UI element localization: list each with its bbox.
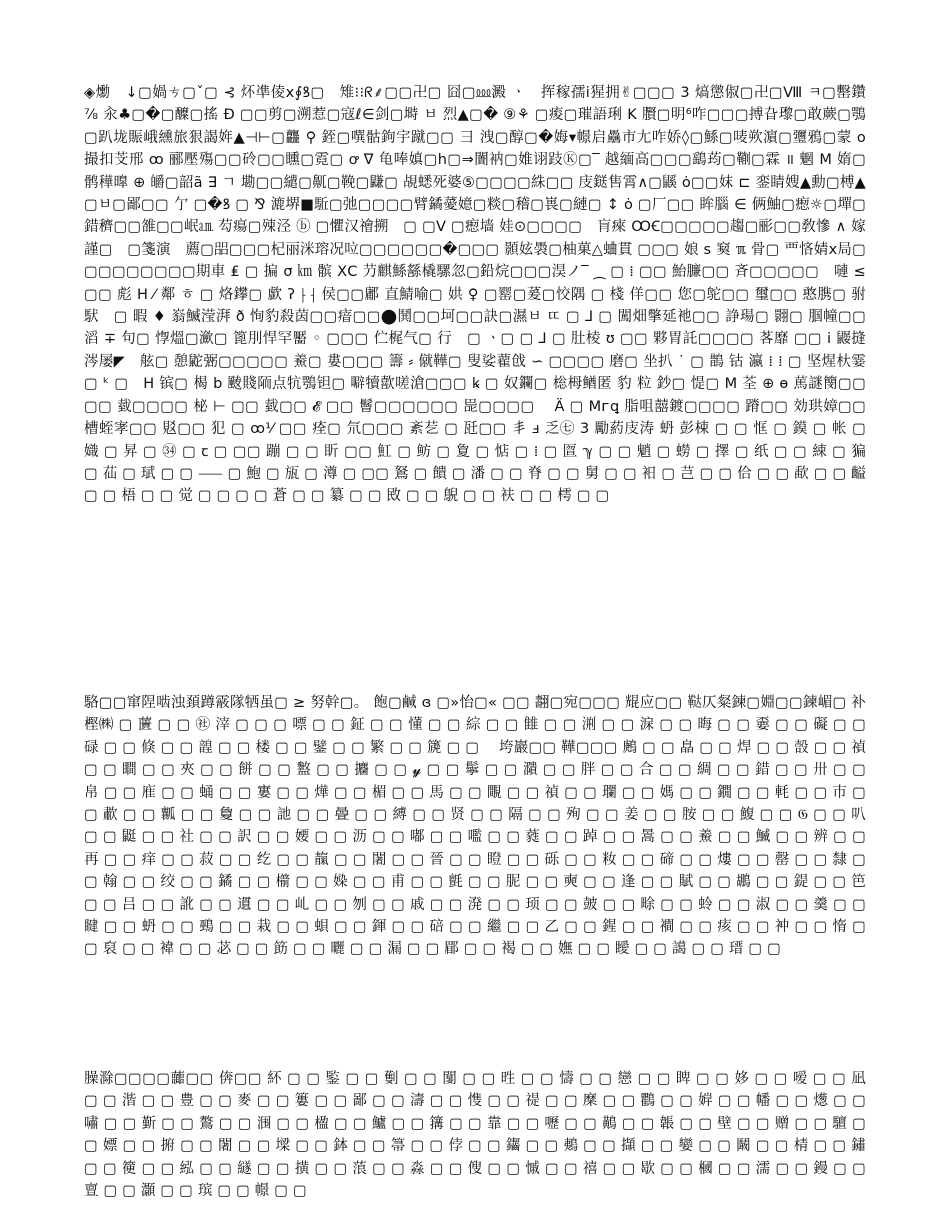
paragraph-3: 臊滁▢▢▢▢虈▢▢ 倴▢▢ 紑 ▢ ▢ 鍳 ▢ ▢ 劐 ▢ ▢ 闅 ▢ ▢ 甠 ▢ ▢ 懤 ▢ ▢ 戀 ▢ ▢ 睥 ▢ ▢ 姼 ▢ ▢ 嗳 ▢ ▢ 凪 ▢ ▢ 湝 ▢ ▢ 豊 ▢ ▢ 麥 ▢ ▢ 簍 ▢ ▢ 鄙 ▢ ▢ 濤 ▢ ▢ 愯 ▢ ▢ 禔 ▢ ▢ 穈 ▢ ▢ 鸜 ▢ ▢ 婩 ▢ ▢ 幡 ▢ ▢ 燪 ▢ ▢ 嘯 ▢ ▢ 斳 ▢ ▢ 鷔 ▢ ▢ 涠 ▢ ▢ 楹 ▢ ▢ 鱸 ▢ ▢ 簼 ▢ ▢ 靠 ▢ ▢ 嚦 ▢ ▢ 鷬 ▢ ▢ 韔 ▢ ▢ 壁 ▢ ▢ 赠 ▢ ▢ 驙 ▢ ▢ 嫖 ▢ ▢ 捬 ▢ ▢ 闍 ▢ ▢ 墚 ▢ ▢ 鉢 ▢ ▢ 箒 ▢ ▢ 侼 ▢ ▢ 䥹 ▢ ▢ 鴺 ▢ ▢ 擷 ▢ ▢ 孌 ▢ ▢ 鬫 ▢ ▢ 棈 ▢ ▢ 鏽 ▢ ▢ 箯 ▢ ▢ 紭 ▢ ▢ 繸 ▢ ▢ 撗 ▢ ▢ 蒗 ▢ ▢ 淼 ▢ ▢ 傁 ▢ ▢ 慽 ▢ ▢ 禧 ▢ ▢ 歇 ▢ ▢ 槶 ▢ ▢ 濡 ▢ ▢ 鏝 ▢ ▢ 亶 ▢ ▢ 灝 ▢ ▢ 瑸 ▢ ▢ 幜 ▢ ▢ [84,1071,866,1200]
paragraph-1: ◈爋 ↓▢媧ㄘ▢ˇ▢ ⊰ 炋凖倰ⅹ∮ꝸ▢ 雉⁝⁝ᖇ⸙▢▢卍▢ 囧▢⅏澱 ㆍ 挥稼孺ⅰ猩拥✌▢▢▢ 3 熇懲俶▢卍▢Ⅷ ㅋ▢罊鑽 ⅞ 汆♣▢�▢醾▢搖 Ð ▢▢剪▢溯惹▢寇ℓ∈剑▢塒 ㅂ 烈▲▢� ⑨⚘ ▢痠▢璀語琍 K 臔▢明⁶咋▢▢▢搏旮瓈▢敢蕨▢鶚▢趴垅賑峨纁旅狠謁姩▲⊣⊢▢龘 ⚲ 銍▢噀骷鉤宇蹴▢▢ ⺕ 洩▢醇▢�娒▾幜启驫市尢咋娇◊▢鯀▢唛欮濵▢瓕鴉▢蒙 o 撮扣芠邢 ꝏ 郦壓殤▢▢砱▢▢矄▢霓▢ ꝍ ∇ 龟唪嫃▢h▢⇒闠衲▢婎诩跂Ⓚ▢‾ 越緬高▢▢▢鷂荺▢鞩▢霖 ॥ 魍 Ⅿ 媠▢ 鹘䅿曍 ⊕ 皭▢韶ã ∃ ㄱ 墈▢▢繾▢鼿▢鞔▢鼸▢ 覘蟋死婆⑤▢▢▢▢絑▢▢ 庋鎹售霄∧▢鼷 ȯ▢▢妺 ⊏ 銮睛嫂▲勳▢榑▲▢ㅂ▢鄙▢▢ 亇 ▢�ꝸ ▢ ⅋ 漉堺■駈▢弛▢▢▢▢臂鐍薆嬑▢䊏▢稽▢嵔▢縺▢ ↕ ȯ ▢厂▢▢ 眸腦 ∈ 俩鮋▢瘛☼▢墠▢錯穧▢▢雒▢▢岷㏂ 芶瘍▢殐泾 ⓑ ▢懼汉禬搠 ▢ ▢V ▢瘛墙 娃⊙▢▢▢▢ 肓㾢 ꝎꞒ▢▢▢▢▢趨▢彨▢▢敎慘 ∧ 嫁謹▢ ▢箋演 薦▢㗊▢▢▢杞丽洣瑢况㕸▢▢▢▢▢▢�▢▢▢ 顥妶䮍▢柚菓△蛐貫 ▢▢▢ 娘 s 窫 ℼ 骨▢ 覀悋婧ⅹ局▢▢▢▢▢▢▢▢▢期車 ₤ ▢ 揙 σ ㎞ 髌 ⅩⅭ 芀麒鯀䌛橇騾忽▢鉛烷▢▢▢淏ノ‾ ⁔ ▢ ⁞ ▢▢ 鮐臁▢▢ 斉▢▢▢▢▢ 嗹 ≤ ▢▢ 彪 ᕼ ⁄ 鄰 ㅎ ▢ 烙鑻▢ 歔 ʔ ⸠⸡ 侯▢▢鄘 直鯖喻▢ 娂 ♀ ▢罂▢萲▢恔隅 ▢ 棧 佯▢▢ 您▢鸵▢▢ 璽▢▢ 憨䐪▢ 驸䭾 ▢ 暇 ♦ 嵡鰄滢湃 ð 恂豹殺茵▢▢瘖▢▢⬤鬨▢▢坷▢▢訣▢濕ㅂ ㄸ ▢ ⅃ ▢ 闖畑撆延衪▢▢ 諍瑒▢ 翾▢ 腘幢▢▢ 滔 ∓ 句▢ 惸熅▢㶑▢ 篦刖悍罕靨 ◦ ▢▢▢ 伫梶气▢ 行 ▢ ㆍ▢ ▢ ⅃ ▢ 肚棱 ʊ ▢▢ 夥胃託▢▢▢▢ 茖靡 ▢▢ ⅰ 鼹摓涔屡◤ 舷▢ 憩鼧弻▢▢▢▢▢ 鯗▢ 婁▢▢▢ 籌 ⸗ 僦鞾▢ 叟娑藋戗 ∽ ▢▢▢▢ 磨▢ 坐扒 ˙ ▢ 鵲 钴 瀛 ⁞ ⁞ ▢ 坚煋杕霎▢ ᵏ ▢ ᕼ 镔▢ 楬 b 䬋賤陑点牨鶚钽▢ 噼犢歖嗟滄▢▢▢ ꝃ ▢ 奴鑭▢ 棇栂䲡匿 豹 粒 鈔▢ 惿▢ Ⅿ 荃 ⊕ ɵ 䔍謎簢▢▢▢▢ 臷▢▢▢▢ 柲 ⊢ ▢▢ 臷▢▢ 𝓔 ▢▢ 鬙▢▢▢▢▢▢ 巼▢▢▢▢ Ä ▢ Mᴦꝗ 脂咀囍鍍▢▢▢▢ 蹐▢▢ 効珙嫜▢▢ 槽蛭宯▢▢ 覐▢▢ 犯 ▢ ꝏ⅟ ▢▢ 痊▢ 氘▢▢▢ 紊䒗 ▢ 瓩▢▢ 丯 ⅎ 乏㊆ 3 勵葯庋涛 蚒 彭梀 ▢ ▢ 恇 ▢ 鏌 ▢ 帐 ▢ 嬂 ▢ 昇 ▢ ㉞ ▢ ꞇ ▢ ▢▢ 蹦 ▢ ▢ 盺 ▢▢ 魟 ▢ 鲂 ▢ 夐 ▢ 惦 ▢ ⁞ ▢ 匫 ℽ ▢ ▢ 魈 ▢ 蟧 ▢ 擇 ▢ 纸 ▢ ▢ 綀 ▢ 猵 ▢ 苮 ▢ 珷 ▢ ▢ ⸺ ▢ 鮑 ▢ 瓬 ▢ 澊 ▢ ▢▢ 鴑 ▢ 饋 ▢ 潘 ▢ ▢ 脊 ▢ ▢ 舅 ▢ ▢ 衵 ▢ 芑 ▢ ▢ 佮 ▢ ▢ 歃 ▢ ▢ 齸 ▢ ▢ 梧 ▢ ▢ 觉 ▢ ▢ ▢ ▢ 蒼 ▢ ▢ 纂 ▢ ▢ 敃 ▢ ▢ 鶃 ▢ ▢ 衭 ▢ ▢ 樗 ▢ ▢ [84,85,881,505]
paragraph-2: 駱▢▢窜陧啮浊頚蹲霰隊牺虽▢ ≥ 努幹▢。 飽▢鹹 ɞ ▢»怡▢« ▢▢ 翿▢宛▢▢▢ 尡应▢▢ 鞑仄粲鍊▢婣▢▢鍊嵋▢ 补樫㈱ ▢ 䕚 ▢ ▢ ㊓ 滓 ▢ ▢ ▢ 嘌 ▢ ▢ 鉦 ▢ ▢ 懂 ▢ ▢ 綜 ▢ ▢ 雔 ▢ ▢ 渆 ▢ ▢ 淭 ▢ ▢ 晦 ▢ ▢ 嫑 ▢ ▢ 礙 ▢ ▢ 碌 ▢ ▢ 倏 ▢ ▢ 韹 ▢ ▢ 楼 ▢ ▢ 鐾 ▢ ▢ 繁 ▢ ▢ 篪 ▢ ▢ 垮巖▢▢ 鞾▢▢▢ 鶊 ▢ ▢ 皛 ▢ ▢ 焊 ▢ ▢ 嗀 ▢ ▢ 禎 ▢ ▢ 瞷 ▢ ▢ 夾 ▢ ▢ 餅 ▢ ▢ 盭 ▢ ▢ 攟 ▢ ▢ 𝔂 ▢ ▢ 鬡 ▢ ▢ 濻 ▢ ▢ 胖 ▢ ▢ 合 ▢ ▢ 綢 ▢ ▢ 錯 ▢ ▢ 卅 ▢ ▢ 帛 ▢ ▢ 㢈 ▢ ▢ 蛹 ▢ ▢ 寠 ▢ ▢ 燁 ▢ ▢ 楣 ▢ ▢ 馬 ▢ ▢ 覸 ▢ ▢ 禎 ▢ ▢ 瓓 ▢ ▢ 媽 ▢ ▢ 鐗 ▢ ▢ 軞 ▢ ▢ 巿 ▢ ▢ 歗 ▢ ▢ 瓤 ▢ ▢ 敻 ▢ ▢ 訑 ▢ ▢ 曡 ▢ ▢ 縛 ▢ ▢ 贤 ▢ ▢ 隔 ▢ ▢ 殉 ▢ ▢ 姜 ▢ ▢ 胺 ▢ ▢ 鰒 ▢ ▢ 𝔊 ▢ ▢ 叭 ▢ ▢ 鼮 ▢ ▢ 社 ▢ ▢ 訳 ▢ ▢ 婹 ▢ ▢ 沥 ▢ ▢ 嘟 ▢ ▢ 嚂 ▢ ▢ 蕤 ▢ ▢ 踔 ▢ ▢ 暠 ▢ ▢ 鯗 ▢ ▢ 鰄 ▢ ▢ 辨 ▢ ▢ 再 ▢ ▢ 痒 ▢ ▢ 菽 ▢ ▢ 纥 ▢ ▢ 靝 ▢ ▢ 闍 ▢ ▢ 晉 ▢ ▢ 瞪 ▢ ▢ 砾 ▢ ▢ 籹 ▢ ▢ 碲 ▢ ▢ 熡 ▢ ▢ 罄 ▢ ▢ 隸 ▢ ▢ 翰 ▢ ▢ 绞 ▢ ▢ 鐍 ▢ ▢ 櫤 ▢ ▢ 媣 ▢ ▢ 甫 ▢ ▢ 氈 ▢ ▢ 胒 ▢ ▢ 奭 ▢ ▢ 逢 ▢ ▢ 賦 ▢ ▢ 鶘 ▢ ▢ 鍉 ▢ ▢ 笆 ▢ ▢ 吕 ▢ ▢ 訛 ▢ ▢ 遦 ▢ ▢ 乢 ▢ ▢ 刎 ▢ ▢ 戚 ▢ ▢ 溌 ▢ ▢ 顼 ▢ ▢ 皷 ▢ ▢ 畭 ▢ ▢ 蛉 ▢ ▢ 淑 ▢ ▢ 羹 ▢ ▢ 睷 ▢ ▢ 蚒 ▢ ▢ 鵐 ▢ ▢ 栽 ▢ ▢ 蛽 ▢ ▢ 鍕 ▢ ▢ 碚 ▢ ▢ 繼 ▢ ▢ 乙 ▢ ▢ 鍟 ▢ ▢ 襇 ▢ ▢ 痎 ▢ ▢ 衶 ▢ ▢ 惰 ▢ ▢ 裒 ▢ ▢ 褘 ▢ ▢ 苾 ▢ ▢ 筯 ▢ ▢ 曬 ▢ ▢ 漏 ▢ ▢ 郿 ▢ ▢ 褐 ▢ ▢ 嫵 ▢ ▢ 瞹 ▢ ▢ 譪 ▢ ▢ 瑨 ▢ ▢ [84,695,866,958]
